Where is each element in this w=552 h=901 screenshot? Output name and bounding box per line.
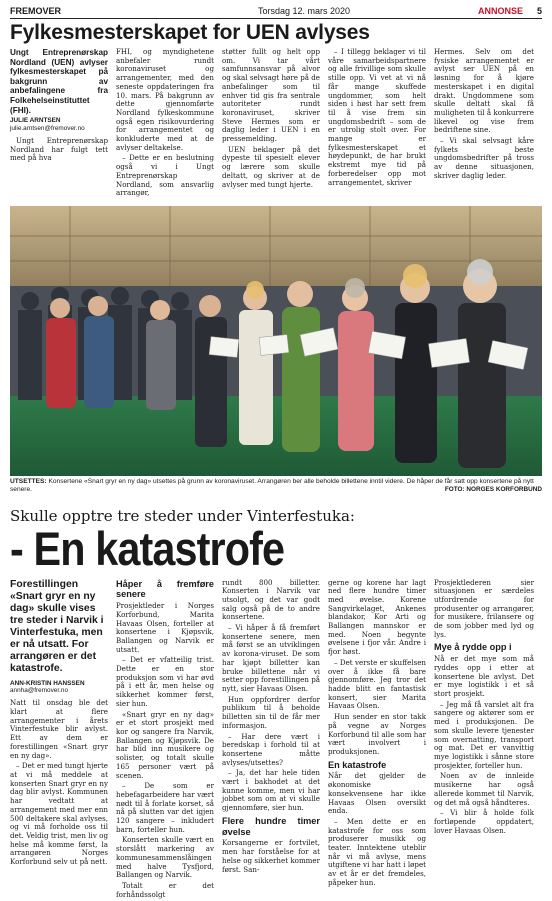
paragraph: – Dette er en beslutning også vi i Ungt Entreprenørskap Nordland, som ansvarlig arrangør, bbox=[116, 153, 214, 198]
paragraph: Totalt er det forhåndssolgt bbox=[116, 880, 214, 899]
subheading: Mye å rydde opp i bbox=[434, 642, 512, 653]
article1-author: JULIE ARNTSEN bbox=[10, 117, 61, 125]
paragraph: Korsangerne er fortvilet, men har forståelse for at helse og sikkerhet kommer først. San- bbox=[222, 838, 320, 874]
paragraph: – De som er hebefagarbeidere har vært nødt til å forlate korset, så nå på slutten var det igjen 120 sangere – inkludert barn, forteller hun. bbox=[116, 781, 214, 834]
paragraph: – Har dere vært i beredskap i forhold til at konsertene måtte avlyses/utsettes? bbox=[222, 731, 320, 767]
article1-email: julie.arntsen@fremover.no bbox=[10, 124, 85, 132]
article1-col-1 bbox=[10, 48, 108, 200]
subheading: Flere hundre timer øvelse bbox=[222, 815, 320, 837]
paragraph: Hun sender en stor takk på vegne av Norges Korforbund til alle som har vært involvert i produksjonen. bbox=[328, 712, 426, 756]
paragraph: – Men dette er en katastrofe for oss som produserer musikk og teater. Inntektene uteblir når vi må avlyse, mens utgiftene vi har hatt i løpet av et år er det fremdeles, påpeker hun. bbox=[328, 816, 426, 887]
paragraph: Prosjektlederen sier situasjonen er særdeles utfordrende for produsenter og arrangører, for musikere, frilansere og de som jobber med lyd og lys. bbox=[434, 577, 534, 639]
choir-rehearsal-illustration bbox=[10, 206, 542, 476]
article2-email: annha@fremover.no bbox=[10, 686, 69, 694]
page-header bbox=[10, 4, 542, 19]
paragraph: – Vi blir å holde folk fortløpende oppdatert, lover Havaas Olsen. bbox=[434, 808, 534, 835]
article1-col-3 bbox=[222, 48, 320, 200]
article2-body bbox=[10, 579, 542, 901]
article1-col-4 bbox=[328, 48, 426, 200]
article1-lead: Ungt Entreprenørskap Nordland (UEN) avlyser fylkesmesterskapet på bakgrunn av anbefalingene fra Folkehelseinstituttet (FHI). bbox=[10, 48, 108, 115]
article1-col-5 bbox=[434, 48, 534, 200]
article2-author: ANN-KRISTIN HANSSEN bbox=[10, 679, 85, 687]
paragraph: – Det er vfatteilig trist. Dette er en stor produksjon som vi har øvd på i ett år, men helse og sikkerhet kommer først, sier hun. bbox=[116, 655, 214, 708]
article2-kicker: Skulle opptre tre steder under Vinterfestuka: bbox=[10, 506, 355, 525]
paragraph: rundt 800 billetter. Konserten i Narvik var utsolgt, og det var godt salg også på de to andre konsertene. bbox=[222, 577, 320, 622]
paragraph: – Vi håper å få fremført konsertene senere, men må først se an utviklingen av korona-viruset. De som har kjøpt billetter kan bruke billettene når vi setter opp forestillingen på nytt, sier Havaas Olsen. bbox=[222, 623, 320, 693]
paragraph: støtter fullt og helt opp om. Vi tar vårt samfunnsansvar på alvor og skal selvsagt høre på de anbefalinger som til enhver tid gis fra sentrale autoriteter rundt koronaviruset, skriver Steve Hermes som er daglig leder i UEN i en pressemelding. bbox=[222, 47, 320, 144]
caption-text: Konsertene «Snart gryr en ny dag» utsettes på grunn av koronaviruset. Arrangøren ber alle beholde billettene inntil videre. De håper de får satt opp konsertene på nytt senere. bbox=[10, 477, 534, 493]
paragraph: FHI, og myndighetene anbefaler rundt koronaviruset og arrangementer, med den seneste oppdateringen fra 10. mars. På bakgrunn av dette gjennomførte Nordland fylkeskommune også egen risikovurdering for arrangementet og konkluderte med at de avlyser deltakelse. bbox=[116, 47, 214, 152]
article2-col-5 bbox=[434, 579, 534, 901]
issue-date: Torsdag 12. mars 2020 bbox=[257, 6, 351, 16]
paragraph: – Vi skal selvsagt kåre fylkets beste ungdomsbedrifter på tross av denne situasjonen, skriver daglig leder. bbox=[434, 136, 534, 180]
paragraph: gerne og korene har lagt ned flere hundre timer med øvelse. Korene Sangvirkelaget, Ankenes blandakor, Kor Arti og Ballangen mannskor er med. Noen begynte øvelsene i fjor vår. Andre i fjor høst. bbox=[328, 577, 426, 657]
ad-label: ANNONSE bbox=[477, 6, 523, 16]
paragraph: – Det er med tungt hjerte at vi må meddele at konserten Snart gryr en ny dag blir avlyst. Kommunen har vedtatt at arrangement med mer enn 500 deltakere skal avlyses, og vi må forholde oss til det. Veldig trist, men liv og helse må komme først, la arrangøren Norges Korforbund selv ut på nett. bbox=[10, 761, 108, 867]
paragraph: Ungt Entreprenørskap Nordland har fulgt tett med på hva bbox=[10, 135, 108, 163]
article2-col-4 bbox=[328, 579, 426, 901]
paragraph: Prosjektleder i Norges Korforbund, Marita Havaas Olsen, forteller at konsertene i Kjøpsvik, Ballangen og Narvik er utsatt. bbox=[116, 601, 214, 654]
article2-col-2 bbox=[116, 579, 214, 901]
article2-col-3 bbox=[222, 579, 320, 901]
paragraph: – I tillegg beklager vi til våre samarbeidspartnere og alle frivillige som skulle stille opp. Vi vet at vi nå får mange skuffede ungdommer, som helt siden i høst har sett frem til å vise frem sin ungdomsbedrift – som de er utrolig stolt over. For mange er fylkesmesterskapet et høydepunkt, de har brukt ekstremt mye tid på forberedelser opp mot arrangementet, skriver bbox=[328, 47, 426, 187]
article1-col-2 bbox=[116, 48, 214, 200]
section-name: FREMOVER bbox=[10, 6, 62, 16]
paragraph: – Jeg må få varslet alt fra sangere og aktører som er med i produksjonen. De som skulle levere tjenester som overnatting, transport og mat. Det er vanvittig mye logistikk i sånne store prosjekter, forteller hun. bbox=[434, 699, 534, 770]
paragraph: Noen av de innleide musikerne har også allerede kommet til Narvik, og det må også håndteres. bbox=[434, 771, 534, 807]
paragraph: UEN beklager på det dypeste til spesielt elever og lærere som skulle deltatt, og skriver at de avlyser med tungt hjerte. bbox=[222, 144, 320, 189]
paragraph: – Det verste er skuffelsen over å ikke få bare gjennomføre. Jeg tror det hadde blitt en fantastisk konsert, sier Marita Havaas Olsen. bbox=[328, 657, 426, 711]
choir-photo bbox=[10, 206, 542, 476]
paragraph: Konserten skulle vært en storslått markering av kommunesammenslåingen med halve Tysfjord, Ballangen og Narvik. bbox=[116, 835, 214, 880]
newspaper-page bbox=[10, 4, 542, 899]
photo-credit: FOTO: NORGES KORFORBUND bbox=[444, 485, 542, 493]
paragraph: – Ja, det har hele tiden vært i bakhodet at det kunne komme, men vi har jobbet som om at vi skulle gjennomføre, sier hun. bbox=[222, 768, 320, 813]
article1-body bbox=[10, 48, 542, 200]
page-number: 5 bbox=[536, 6, 542, 16]
paragraph: Hermes. Selv om det fysiske arrangementet er avlyst ser UEN på en løsning for å kjøre mesterskapet i en digital drakt. Ungdommene som skulle deltatt skal få muligheten til å konkurrere likevel og vise frem bedriftene sine. bbox=[434, 47, 534, 135]
article2-col-1 bbox=[10, 579, 108, 901]
paragraph: «Snart gryr en ny dag» er et stort prosjekt med kor og sangere fra Narvik, Ballangen og Kjøpsvik. De har blid inn musikere og solister, og totalt skulle 165 personer vært på scenen. bbox=[116, 709, 214, 780]
subheading: Håper å fremføre senere bbox=[116, 578, 214, 600]
paragraph: Hun oppfordrer derfor publikum til å beholde billetten sin til de får mer informasjon. bbox=[222, 694, 320, 730]
paragraph: Nå er det mye som må ryddes opp i etter at konsertene ble avlyst. Det er mye logistikk i et så stort prosjekt. bbox=[434, 654, 534, 699]
paragraph: Natt til onsdag ble det klart at flere arrangementer i årets Vinterfestuke blir avlyst. Ett av dem er forestillingen «Snart gryr en ny dag». bbox=[10, 698, 108, 760]
caption-label: UTSETTES: bbox=[10, 477, 47, 485]
article2-byline bbox=[10, 680, 108, 695]
article2-headline: - En katastrofe bbox=[10, 521, 285, 575]
article2-lead: Forestillingen «Snart gryr en ny dag» skulle vises tre steder i Narvik i Vinterfestuka, men er nå utsatt. For arrangøren er det katastrofe. bbox=[10, 578, 104, 674]
subheading: En katastrofe bbox=[328, 759, 387, 770]
paragraph: Når det gjelder de økonomiske konsekvensene har ikke Havaas Olsen oversikt enda. bbox=[328, 771, 426, 816]
article1-headline: Fylkesmesterskapet for UEN avlyses bbox=[10, 21, 370, 44]
photo-caption bbox=[10, 478, 542, 494]
article1-byline bbox=[10, 117, 108, 132]
